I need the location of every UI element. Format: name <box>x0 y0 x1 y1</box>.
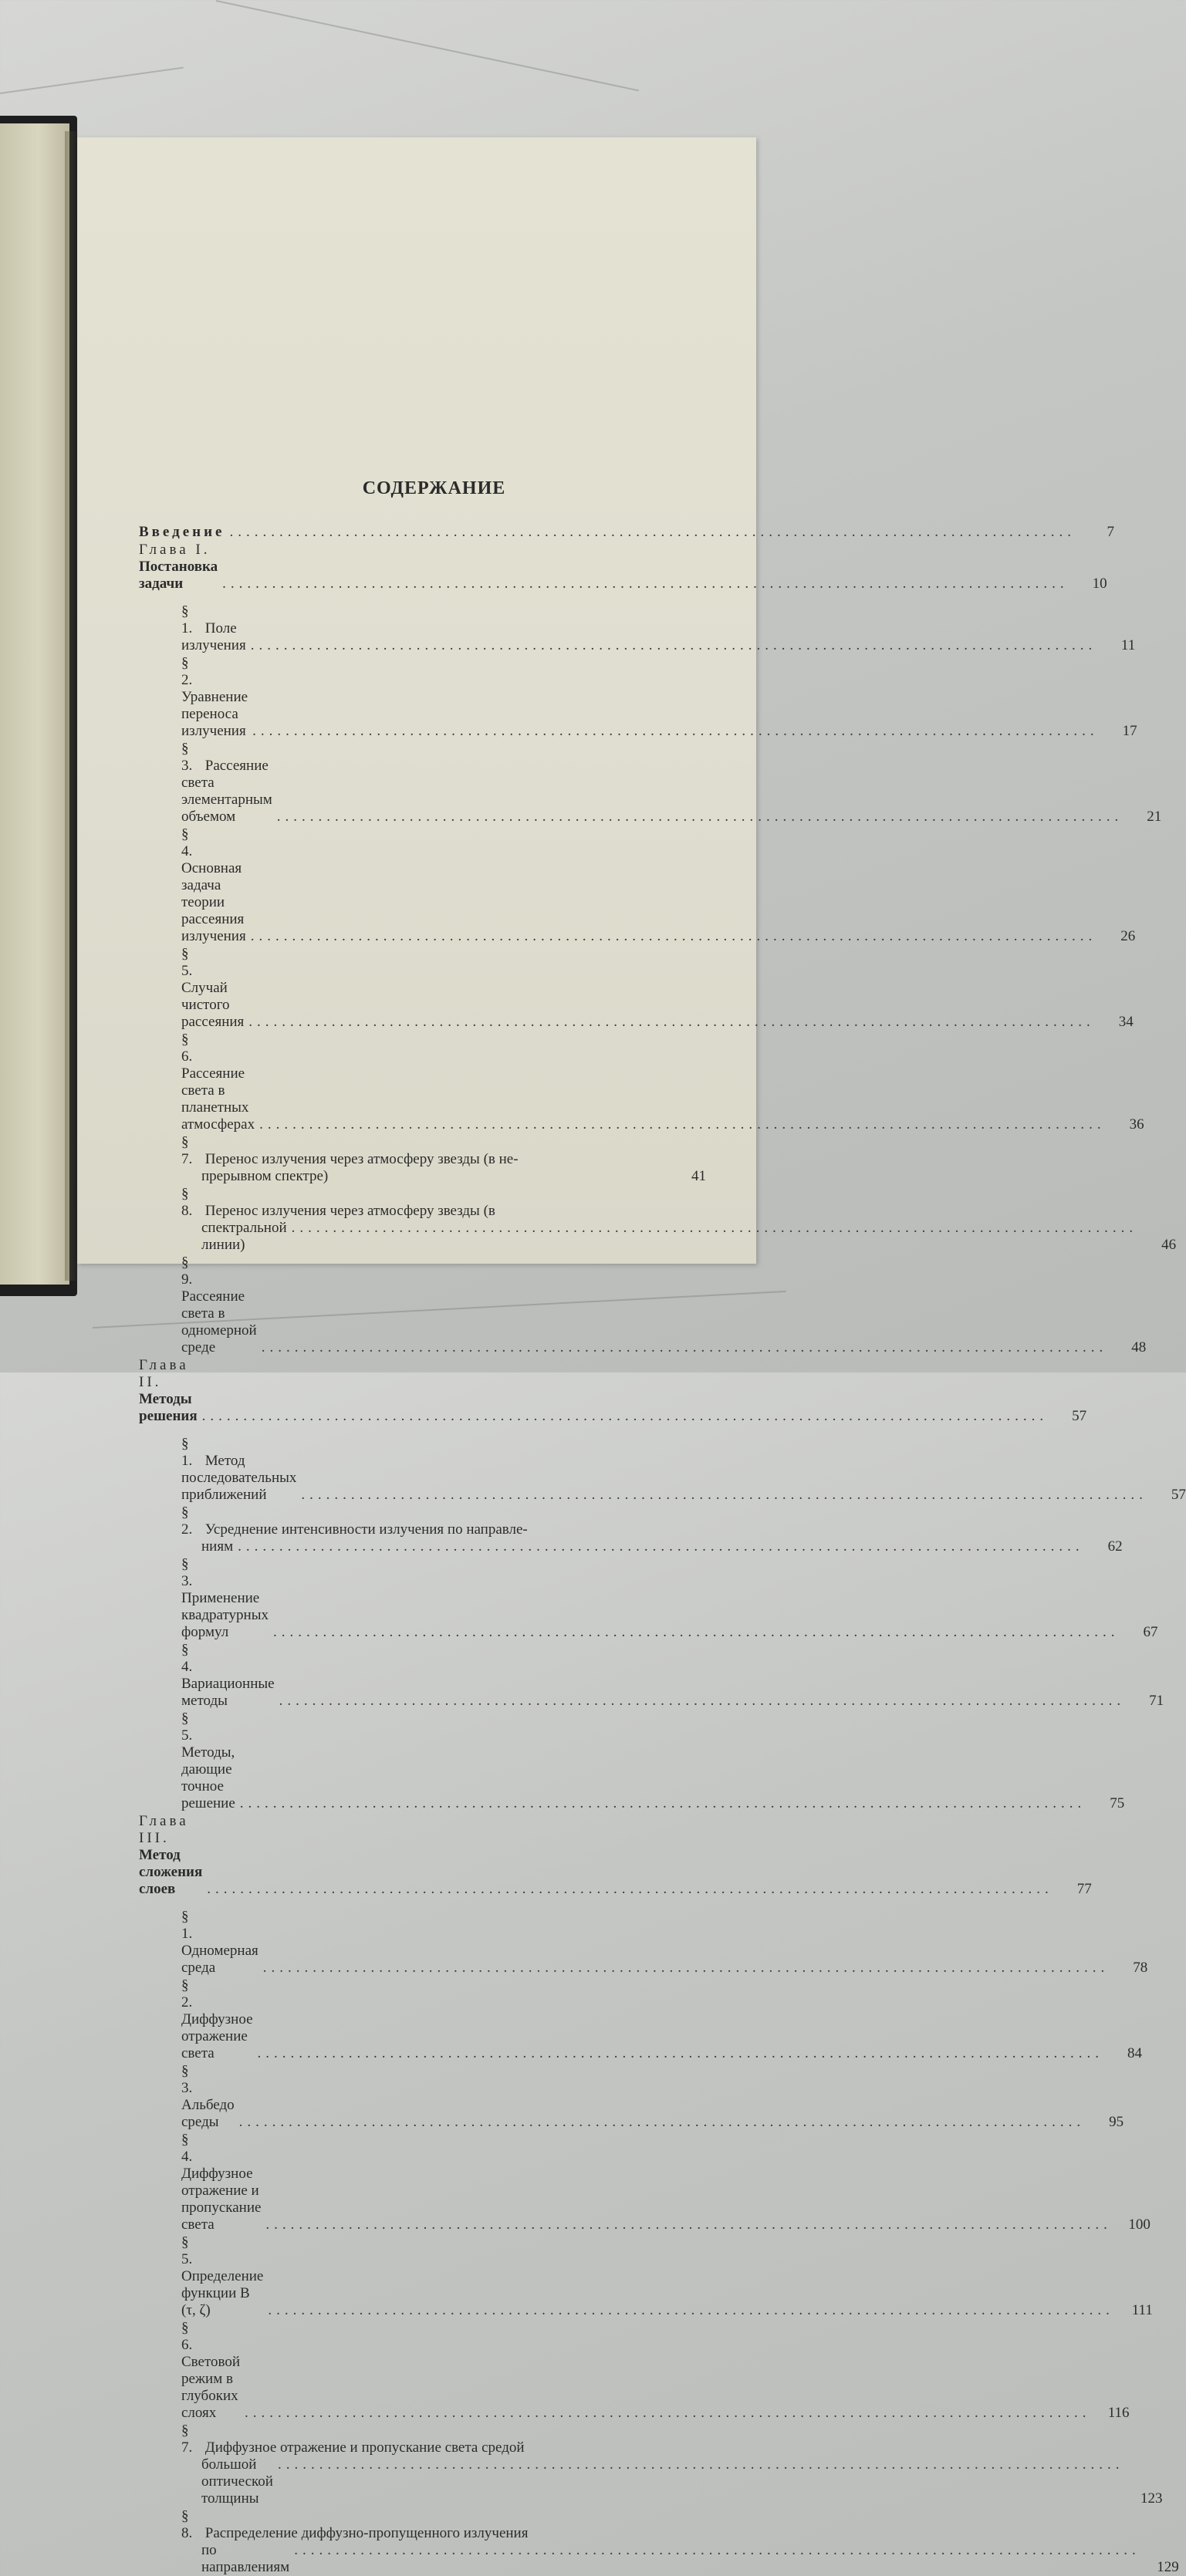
toc-leader-dots: ...................................................................................................... <box>252 723 1099 739</box>
toc-leader-dots: ...................................................................................................... <box>248 1014 1095 1030</box>
section-sign: § 8. <box>181 2508 193 2541</box>
section-sign: § 3. <box>181 1556 193 1589</box>
toc-section-row <box>139 1710 1125 1812</box>
toc-leader-dots: ...................................................................................................... <box>261 1339 1108 1356</box>
book-gutter-shadow <box>65 131 79 1281</box>
section-title: Перенос излучения через атмосферу звезды (в не- <box>204 1151 519 1167</box>
toc-leader-dots: ...................................................................................................... <box>268 2302 1114 2318</box>
toc-page-number: 7 <box>1107 524 1114 540</box>
chapter-title: Метод сложения слоев <box>139 1847 203 1897</box>
section-sign: § 7. <box>181 2422 193 2456</box>
toc-leader-dots: ...................................................................................................... <box>272 1624 1120 1640</box>
toc-page-number: 84 <box>1127 2045 1143 2061</box>
section-title: Применение квадратурных формул <box>181 1590 269 1640</box>
toc-section-row <box>139 1556 1158 1641</box>
section-sign: § 4. <box>181 1642 193 1675</box>
section-sign: § 1. <box>181 1909 193 1942</box>
toc-intro-row <box>139 524 1114 541</box>
chapter-number: Глава II. <box>139 1357 189 1390</box>
chapter-number: Глава III. <box>139 1813 189 1846</box>
toc-section-row <box>139 2132 1151 2233</box>
toc-section-row <box>139 603 1136 654</box>
section-sign: § 5. <box>181 946 193 979</box>
toc-section-row <box>139 741 1162 825</box>
table-of-contents <box>139 478 1186 2576</box>
toc-leader-dots: ...................................................................................................... <box>239 1795 1086 1811</box>
toc-leader-dots: ...................................................................................................... <box>257 2045 1104 2061</box>
toc-leader-dots: ...................................................................................................... <box>277 2456 1124 2473</box>
section-title: Световой режим в глубоких слоях <box>181 2354 241 2421</box>
toc-section-row <box>139 1436 1186 1504</box>
section-title: Перенос излучения через атмосферу звезды (в <box>204 1203 495 1219</box>
toc-section-row <box>139 946 1134 1031</box>
toc-page-number: 48 <box>1131 1339 1147 1356</box>
toc-chapter-row <box>139 542 1107 593</box>
toc-title: СОДЕРЖАНИЕ <box>362 478 506 498</box>
toc-page-number: 78 <box>1133 1960 1148 1976</box>
section-title: Распределение диффузно-пропущенного излучения <box>204 2525 529 2541</box>
toc-page-number: 62 <box>1107 1538 1123 1555</box>
toc-page-number: 11 <box>1120 637 1136 653</box>
toc-leader-dots: ...................................................................................................... <box>250 928 1097 944</box>
toc-page-number: 17 <box>1122 723 1137 739</box>
toc-chapter-row <box>139 1357 1087 1425</box>
toc-section-row <box>139 1031 1144 1133</box>
toc-leader-dots: ...................................................................................................... <box>276 809 1123 825</box>
chapter-title: Методы решения <box>139 1391 198 1424</box>
toc-leader-dots: ...................................................................................................... <box>229 524 1076 540</box>
section-sign: § 2. <box>181 1977 193 2010</box>
section-title: Диффузное отражение и пропускание света средой <box>204 2439 525 2456</box>
toc-page-number: 100 <box>1128 2216 1151 2233</box>
toc-page-number: 111 <box>1131 2302 1153 2318</box>
toc-section-row <box>139 2234 1153 2319</box>
toc-page-number: 75 <box>1110 1795 1125 1811</box>
section-sign: § 4. <box>181 826 193 859</box>
toc-page-number: 57 <box>1171 1487 1186 1503</box>
section-title: Метод последовательных приближений <box>181 1453 297 1503</box>
toc-leader-dots: ...................................................................................................... <box>207 1881 1053 1897</box>
toc-page-number: 36 <box>1129 1116 1144 1133</box>
toc-leader-dots: ...................................................................................................... <box>294 2542 1140 2558</box>
toc-leader-dots: ...................................................................................................... <box>301 1487 1147 1503</box>
toc-section-row <box>139 1254 1147 1356</box>
left-page-edge <box>0 123 69 1285</box>
toc-page-number: 77 <box>1076 1881 1092 1897</box>
section-title: Случай чистого рассеяния <box>181 980 245 1030</box>
toc-leader-dots: ...................................................................................................... <box>259 1116 1106 1133</box>
toc-section-row <box>139 1909 1148 1977</box>
section-sign: § 6. <box>181 1031 193 1065</box>
toc-page-number: 21 <box>1147 809 1162 825</box>
section-title-continued: ниям <box>201 1538 234 1555</box>
toc-section-row <box>139 1186 1177 1254</box>
toc-leader-dots: ...................................................................................................... <box>201 1408 1049 1424</box>
toc-page-number: 46 <box>1161 1237 1177 1253</box>
table-plank-line <box>216 0 639 91</box>
toc-page-number: 71 <box>1149 1693 1164 1709</box>
section-sign: § 5. <box>181 2234 193 2267</box>
section-title: Диффузное отражение света <box>181 2011 253 2061</box>
chapter-title: Постановка задачи <box>139 559 218 592</box>
toc-page-number: 129 <box>1157 2559 1179 2575</box>
section-sign: § 2. <box>181 655 193 688</box>
toc-page-number: 67 <box>1143 1624 1158 1640</box>
section-title: Рассеяние света в планетных атмосферах <box>181 1065 255 1133</box>
toc-section-row <box>139 2422 1163 2507</box>
toc-section-row <box>139 2320 1130 2422</box>
toc-section-row <box>139 826 1136 945</box>
section-sign: § 3. <box>181 741 193 774</box>
toc-page-number: 57 <box>1072 1408 1087 1424</box>
toc-section-row <box>139 1134 706 1185</box>
section-sign: § 2. <box>181 1504 193 1538</box>
section-title: Усреднение интенсивности излучения по направле- <box>204 1521 528 1538</box>
toc-page-number: 34 <box>1118 1014 1134 1030</box>
toc-leader-dots: ...................................................................................................... <box>291 1220 1138 1236</box>
section-title: Рассеяние света элементарным объемом <box>181 758 272 825</box>
section-title: Альбедо среды <box>181 2097 235 2130</box>
section-sign: § 1. <box>181 1436 193 1469</box>
section-sign: § 3. <box>181 2063 193 2096</box>
section-title-continued: прерывном спектре) <box>201 1168 329 1184</box>
section-sign: § 9. <box>181 1254 193 1288</box>
section-title: Вариационные методы <box>181 1676 275 1709</box>
section-title: Уравнение переноса излучения <box>181 689 248 739</box>
toc-leader-dots: ...................................................................................................... <box>238 1538 1084 1555</box>
section-title-continued: спектральной линии) <box>201 1220 287 1253</box>
section-title-continued: по направлениям <box>201 2542 290 2575</box>
section-title: Методы, дающие точное решение <box>181 1744 235 1811</box>
section-title: Основная задача теории рассеяния излучения <box>181 860 246 944</box>
section-title: Одномерная среда <box>181 1943 258 1976</box>
section-title: Рассеяние света в одномерной среде <box>181 1288 257 1356</box>
toc-chapter-row <box>139 1813 1092 1898</box>
section-sign: § 8. <box>181 1186 193 1219</box>
toc-section-row <box>139 1977 1143 2062</box>
toc-page-number: 123 <box>1140 2490 1163 2507</box>
section-title: Поле излучения <box>181 620 246 653</box>
toc-page-number: 10 <box>1092 576 1107 592</box>
section-sign: § 7. <box>181 1134 193 1167</box>
toc-section-row <box>139 2508 1179 2576</box>
toc-section-row <box>139 655 1137 740</box>
section-title: Определение функции B (τ, ζ) <box>181 2268 264 2318</box>
toc-leader-dots: ...................................................................................................... <box>279 1693 1126 1709</box>
toc-leader-dots: ...................................................................................................... <box>250 637 1097 653</box>
toc-section-row <box>139 1504 1123 1555</box>
toc-section-row <box>139 1642 1164 1710</box>
section-sign: § 5. <box>181 1710 193 1744</box>
toc-leader-dots: ...................................................................................................... <box>222 576 1069 592</box>
toc-page-number: 26 <box>1120 928 1136 944</box>
toc-leader-dots: ...................................................................................................... <box>238 2114 1086 2130</box>
section-sign: § 1. <box>181 603 193 636</box>
toc-intro-label: Введение <box>139 524 225 540</box>
toc-leader-dots: ...................................................................................................... <box>262 1960 1110 1976</box>
toc-leader-dots: ...................................................................................................... <box>245 2405 1091 2421</box>
chapter-number: Глава I. <box>139 542 211 558</box>
table-plank-line <box>0 67 184 94</box>
toc-leader-dots: ...................................................................................................... <box>265 2216 1112 2233</box>
toc-section-row <box>139 2063 1124 2131</box>
section-title-continued: большой оптической толщины <box>201 2456 273 2507</box>
toc-page-number: 116 <box>1107 2405 1130 2421</box>
section-title: Диффузное отражение и пропускание света <box>181 2166 262 2233</box>
section-sign: § 6. <box>181 2320 193 2353</box>
toc-page-number: 41 <box>691 1168 706 1184</box>
toc-page-number: 95 <box>1109 2114 1124 2130</box>
section-sign: § 4. <box>181 2132 193 2165</box>
